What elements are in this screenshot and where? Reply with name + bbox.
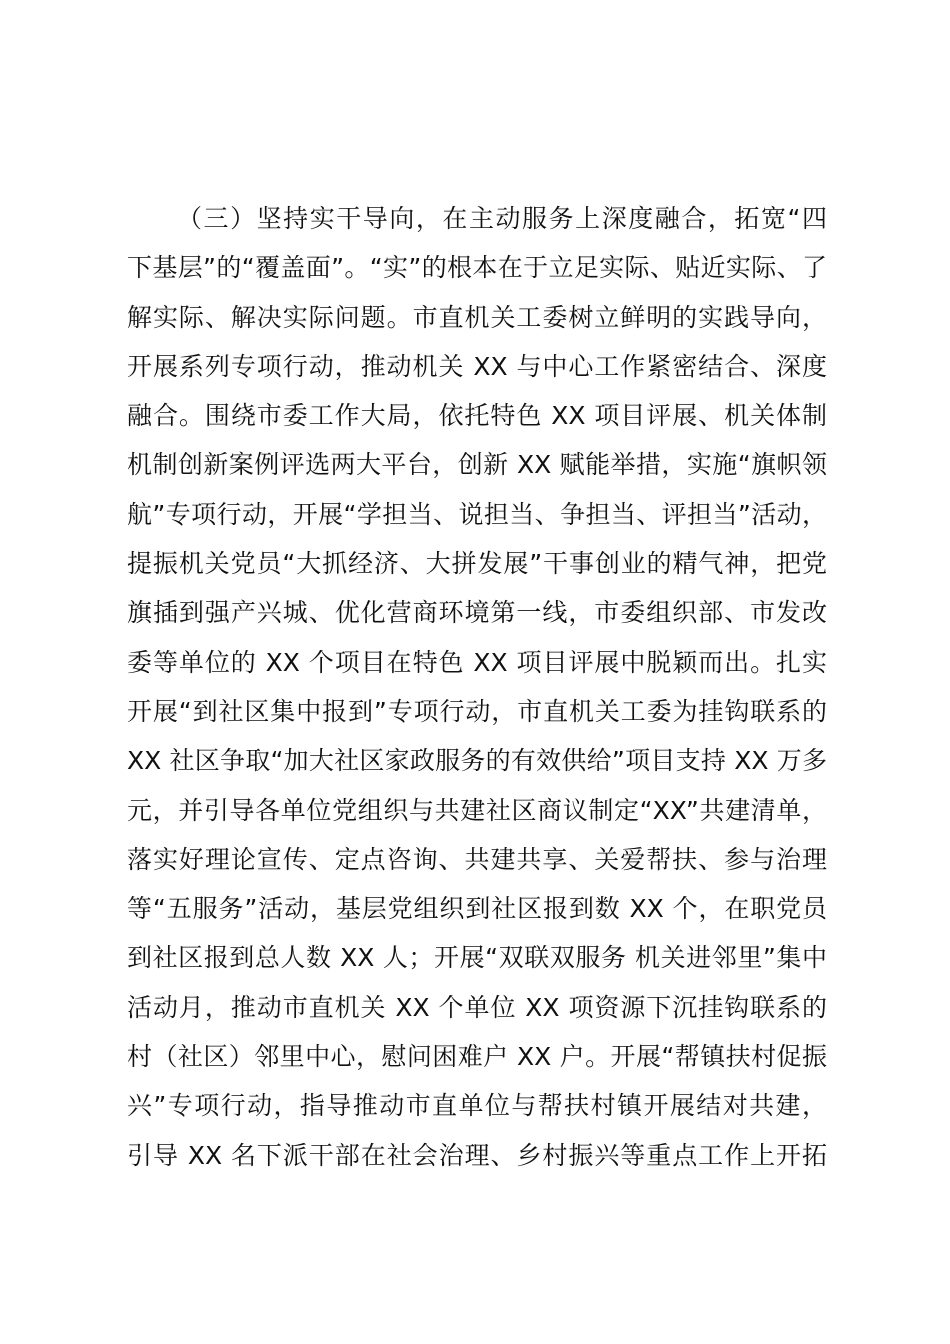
paragraph-line-17: 活动月，推动市直机关 XX 个单位 XX 项资源下沉挂钩联系的	[127, 992, 827, 1022]
paragraph-line-18: 村（社区）邻里中心，慰问困难户 XX 户。开展“帮镇扶村促振	[127, 1042, 827, 1072]
paragraph-line-13: 元，并引导各单位党组织与共建社区商议制定“XX”共建清单，	[127, 795, 827, 825]
paragraph-line-1: （三）坚持实干导向，在主动服务上深度融合，拓宽“四	[177, 204, 827, 233]
body-paragraph	[127, 194, 827, 1180]
paragraph-line-7: 航”专项行动，开展“学担当、说担当、争担当、评担当”活动，	[127, 499, 827, 529]
paragraph-line-4: 开展系列专项行动，推动机关 XX 与中心工作紧密结合、深度	[127, 351, 827, 381]
paragraph-line-10: 委等单位的 XX 个项目在特色 XX 项目评展中脱颖而出。扎实	[127, 647, 827, 677]
paragraph-line-9: 旗插到强产兴城、优化营商环境第一线，市委组织部、市发改	[127, 598, 827, 628]
paragraph-line-6: 机制创新案例评选两大平台，创新 XX 赋能举措，实施“旗帜领	[127, 450, 827, 480]
paragraph-line-14: 落实好理论宣传、定点咨询、共建共享、关爱帮扶、参与治理	[127, 844, 827, 874]
paragraph-line-15: 等“五服务”活动，基层党组织到社区报到数 XX 个，在职党员	[127, 894, 827, 924]
paragraph-line-2: 下基层”的“覆盖面”。“实”的根本在于立足实际、贴近实际、了	[127, 253, 827, 283]
paragraph-line-12: XX 社区争取“加大社区家政服务的有效供给”项目支持 XX 万多	[127, 746, 827, 776]
paragraph-line-3: 解实际、解决实际问题。市直机关工委树立鲜明的实践导向，	[127, 302, 827, 332]
paragraph-line-16: 到社区报到总人数 XX 人；开展“双联双服务 机关进邻里”集中	[127, 943, 827, 973]
paragraph-line-5: 融合。围绕市委工作大局，依托特色 XX 项目评展、机关体制	[127, 401, 827, 431]
paragraph-line-8: 提振机关党员“大抓经济、大拼发展”干事创业的精气神，把党	[127, 549, 827, 579]
paragraph-line-19: 兴”专项行动，指导推动市直单位与帮扶村镇开展结对共建，	[127, 1091, 827, 1121]
paragraph-line-11: 开展“到社区集中报到”专项行动，市直机关工委为挂钩联系的	[127, 696, 827, 726]
paragraph-line-20: 引导 XX 名下派干部在社会治理、乡村振兴等重点工作上开拓	[127, 1140, 827, 1170]
